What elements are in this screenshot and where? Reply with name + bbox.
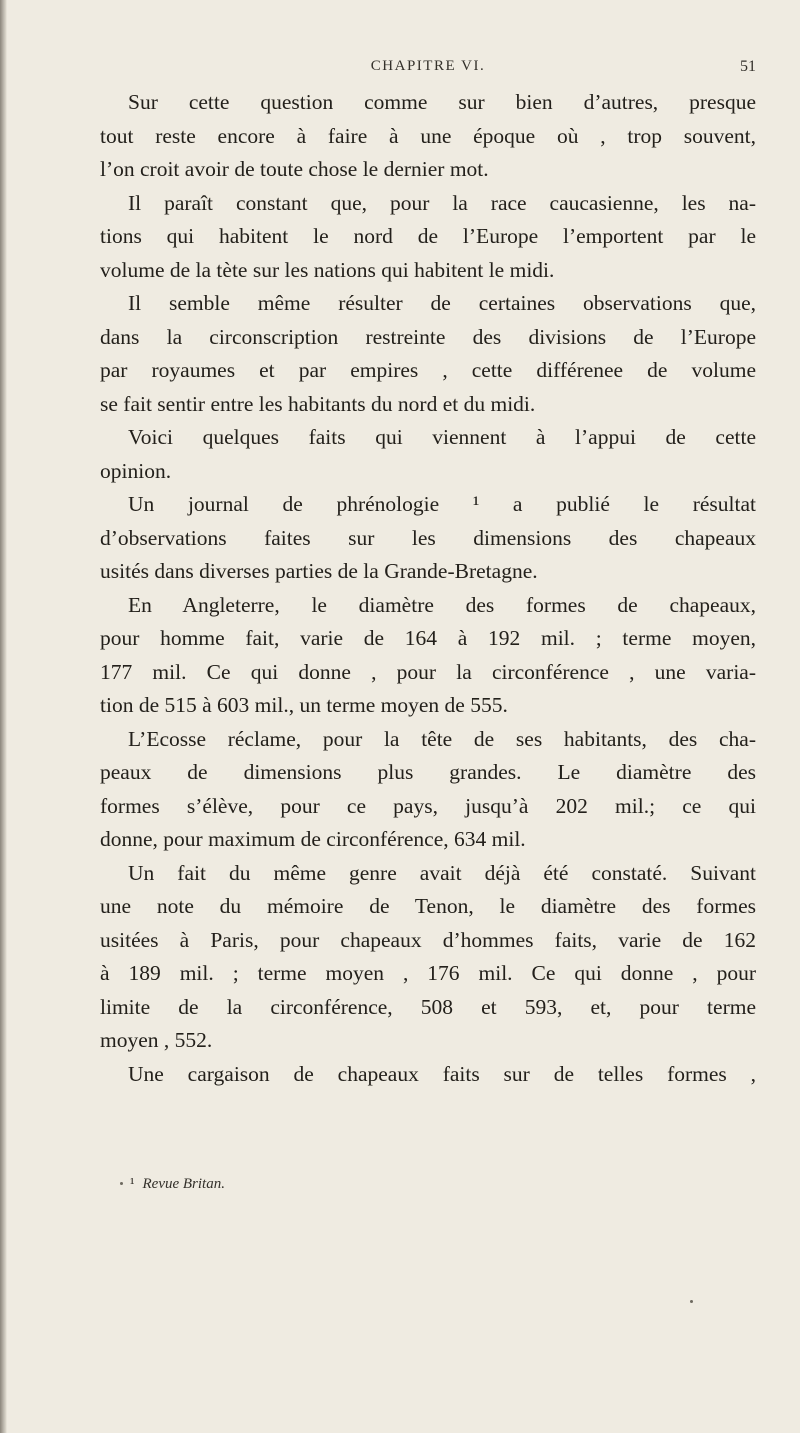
footnote: [130, 1176, 225, 1193]
text-line: tout reste encore à faire à une époque où , trop souvent,: [100, 123, 756, 148]
text-line: Une cargaison de chapeaux faits sur de telles formes ,: [128, 1061, 756, 1086]
text-line: dans la circonscription restreinte des divisions de l’Europe: [100, 324, 756, 349]
text-line: usités dans diverses parties de la Grande-Bretagne.: [100, 559, 538, 583]
text-line: formes s’élève, pour ce pays, jusqu’à 202 mil.; ce qui: [100, 793, 756, 818]
footnote-text: Revue Britan.: [142, 1176, 225, 1192]
print-speck: [120, 1182, 123, 1185]
text-line: Sur cette question comme sur bien d’autres, presque: [128, 90, 756, 114]
text-line: volume de la tète sur les nations qui habitent le midi.: [100, 257, 555, 282]
text-line: Un fait du même genre avait déjà été constaté. Suivant: [128, 860, 756, 885]
page-number: 51: [740, 58, 756, 75]
running-head: [100, 58, 756, 82]
text-line: tion de 515 à 603 mil., un terme moyen de 555.: [100, 693, 508, 717]
text-line: se fait sentir entre les habitants du nord et du midi.: [100, 391, 536, 416]
body-text: [100, 86, 756, 1091]
text-line: tions qui habitent le nord de l’Europe l’emportent par le: [100, 224, 756, 248]
text-line: à 189 mil. ; terme moyen , 176 mil. Ce qui donne , pour: [100, 961, 756, 985]
text-line: peaux de dimensions plus grandes. Le diamètre des: [100, 760, 756, 784]
text-line: une note du mémoire de Tenon, le diamètre des formes: [100, 894, 756, 918]
text-line: pour homme fait, varie de 164 à 192 mil. ; terme moyen,: [100, 626, 756, 650]
text-line: Voici quelques faits qui viennent à l’appui de cette: [128, 425, 756, 449]
text-line: L’Ecosse réclame, pour la tête de ses habitants, des cha-: [128, 726, 756, 751]
footnote-mark: ¹: [130, 1176, 135, 1192]
text-line: par royaumes et par empires , cette différenee de volume: [100, 358, 756, 382]
text-line: En Angleterre, le diamètre des formes de chapeaux,: [128, 592, 756, 617]
text-line: opinion.: [100, 458, 172, 483]
page-binding-edge: [0, 0, 7, 1433]
text-line: 177 mil. Ce qui donne , pour la circonférence , une varia-: [100, 659, 756, 684]
text-line: Il semble même résulter de certaines observations que,: [128, 291, 756, 315]
chapter-title: CHAPITRE VI.: [370, 58, 486, 74]
text-line: limite de la circonférence, 508 et 593, et, pour terme: [100, 994, 756, 1019]
text-line: Il paraît constant que, pour la race caucasienne, les na-: [128, 190, 756, 215]
text-line: Un journal de phrénologie ¹ a publié le résultat: [128, 492, 756, 516]
print-speck: [690, 1300, 693, 1303]
text-line: donne, pour maximum de circonférence, 634 mil.: [100, 827, 526, 851]
text-line: moyen , 552.: [100, 1028, 213, 1052]
text-line: l’on croit avoir de toute chose le dernier mot.: [100, 157, 489, 181]
text-line: d’observations faites sur les dimensions des chapeaux: [100, 525, 756, 550]
text-line: usitées à Paris, pour chapeaux d’hommes faits, varie de 162: [100, 927, 756, 952]
